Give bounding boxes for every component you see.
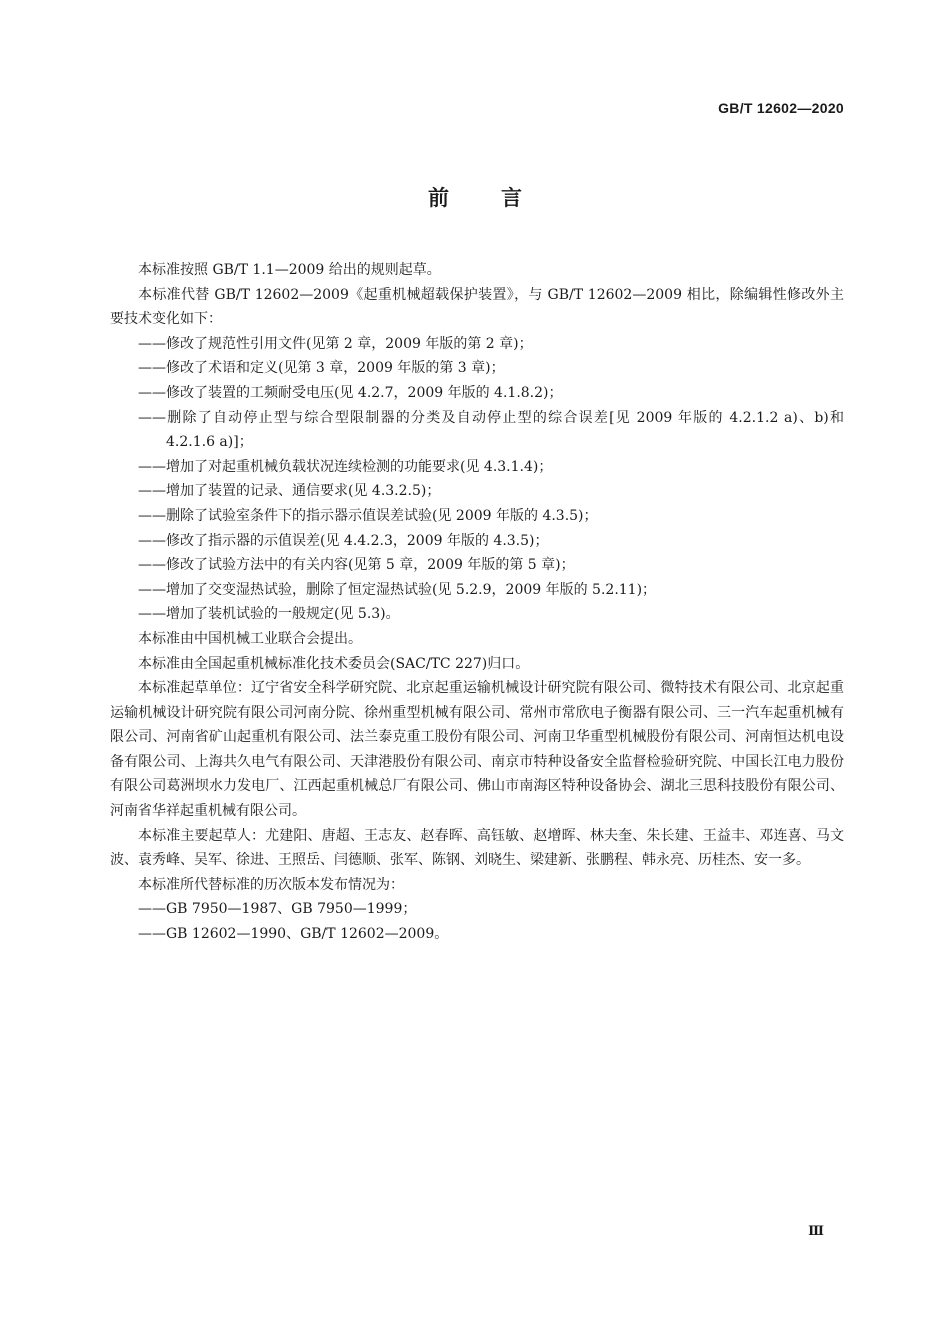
paragraph-proposer: 本标准由中国机械工业联合会提出。 bbox=[138, 630, 362, 647]
list-item: ——增加了交变湿热试验，删除了恒定湿热试验(见 5.2.9，2009 年版的 5.2.11)； bbox=[138, 581, 657, 598]
paragraph-drafting-units: 本标准起草单位：辽宁省安全科学研究院、北京起重运输机械设计研究院有限公司、微特技术有限公司、北京起重运输机械设计研究院有限公司河南分院、徐州重型机械有限公司、常州市常欣电子衡器有限公司、三一汽车起重机械有限公司、河南省矿山起重机有限公司、法兰泰克重工股份有限公司、河南卫华重型机械股份有限公司、河南恒达机电设备有限公司、上海共久电气有限公司、天津港股份有限公司、南京市特种设备安全监督检验研究院、中国长江电力股份有限公司葛洲坝水力发电厂、江西起重机械总厂有限公司、佛山市南海区特种设备协会、湖北三思科技股份有限公司、河南省华祥起重机械有限公司。 bbox=[110, 680, 844, 820]
paragraph-drafters: 本标准主要起草人：尤建阳、唐超、王志友、赵春晖、高钰敏、赵增晖、林夫奎、朱长建、王益丰、邓连喜、马文波、袁秀峰、吴军、徐进、王照岳、闫德顺、张军、陈钢、刘晓生、梁建新、张鹏程、韩永亮、历桂杰、安一多。 bbox=[110, 827, 844, 869]
page-title: 前言 bbox=[428, 186, 574, 210]
list-item: ——删除了试验室条件下的指示器示值误差试验(见 2009 年版的 4.3.5)； bbox=[138, 507, 598, 524]
list-item: ——修改了术语和定义(见第 3 章，2009 年版的第 3 章)； bbox=[138, 360, 505, 377]
list-item: ——增加了装机试验的一般规定(见 5.3)。 bbox=[138, 606, 400, 623]
list-item: ——GB 7950—1987、GB 7950—1999； bbox=[138, 901, 417, 918]
paragraph-replacement: 本标准代替 GB/T 12602—2009《起重机械超载保护装置》，与 GB/T 12602—2009 相比，除编辑性修改外主要技术变化如下： bbox=[110, 286, 844, 328]
list-item: ——修改了试验方法中的有关内容(见第 5 章，2009 年版的第 5 章)； bbox=[138, 557, 575, 574]
list-item: ——修改了指示器的示值误差(见 4.4.2.3，2009 年版的 4.3.5)； bbox=[138, 532, 549, 549]
page-number: Ⅲ bbox=[808, 1224, 824, 1239]
list-item: ——删除了自动停止型与综合型限制器的分类及自动停止型的综合误差[见 2009 年版的 4.2.1.2 a)、b)和 4.2.1.6 a)]； bbox=[138, 409, 844, 451]
list-item: ——GB 12602—1990、GB/T 12602—2009。 bbox=[138, 926, 449, 943]
paragraph-drafting-rules: 本标准按照 GB/T 1.1—2009 给出的规则起草。 bbox=[138, 262, 441, 278]
foreword-body bbox=[110, 258, 844, 947]
list-item: ——修改了规范性引用文件(见第 2 章，2009 年版的第 2 章)； bbox=[138, 335, 533, 352]
list-item: ——增加了对起重机械负载状况连续检测的功能要求(见 4.3.1.4)； bbox=[138, 458, 553, 475]
list-item: ——增加了装置的记录、通信要求(见 4.3.2.5)； bbox=[138, 483, 441, 500]
standard-number: GB/T 12602—2020 bbox=[718, 100, 844, 116]
paragraph-committee: 本标准由全国起重机械标准化技术委员会(SAC/TC 227)归口。 bbox=[138, 655, 530, 672]
paragraph-history-intro: 本标准所代替标准的历次版本发布情况为： bbox=[138, 876, 404, 893]
list-item: ——修改了装置的工频耐受电压(见 4.2.7，2009 年版的 4.1.8.2)； bbox=[138, 384, 563, 401]
